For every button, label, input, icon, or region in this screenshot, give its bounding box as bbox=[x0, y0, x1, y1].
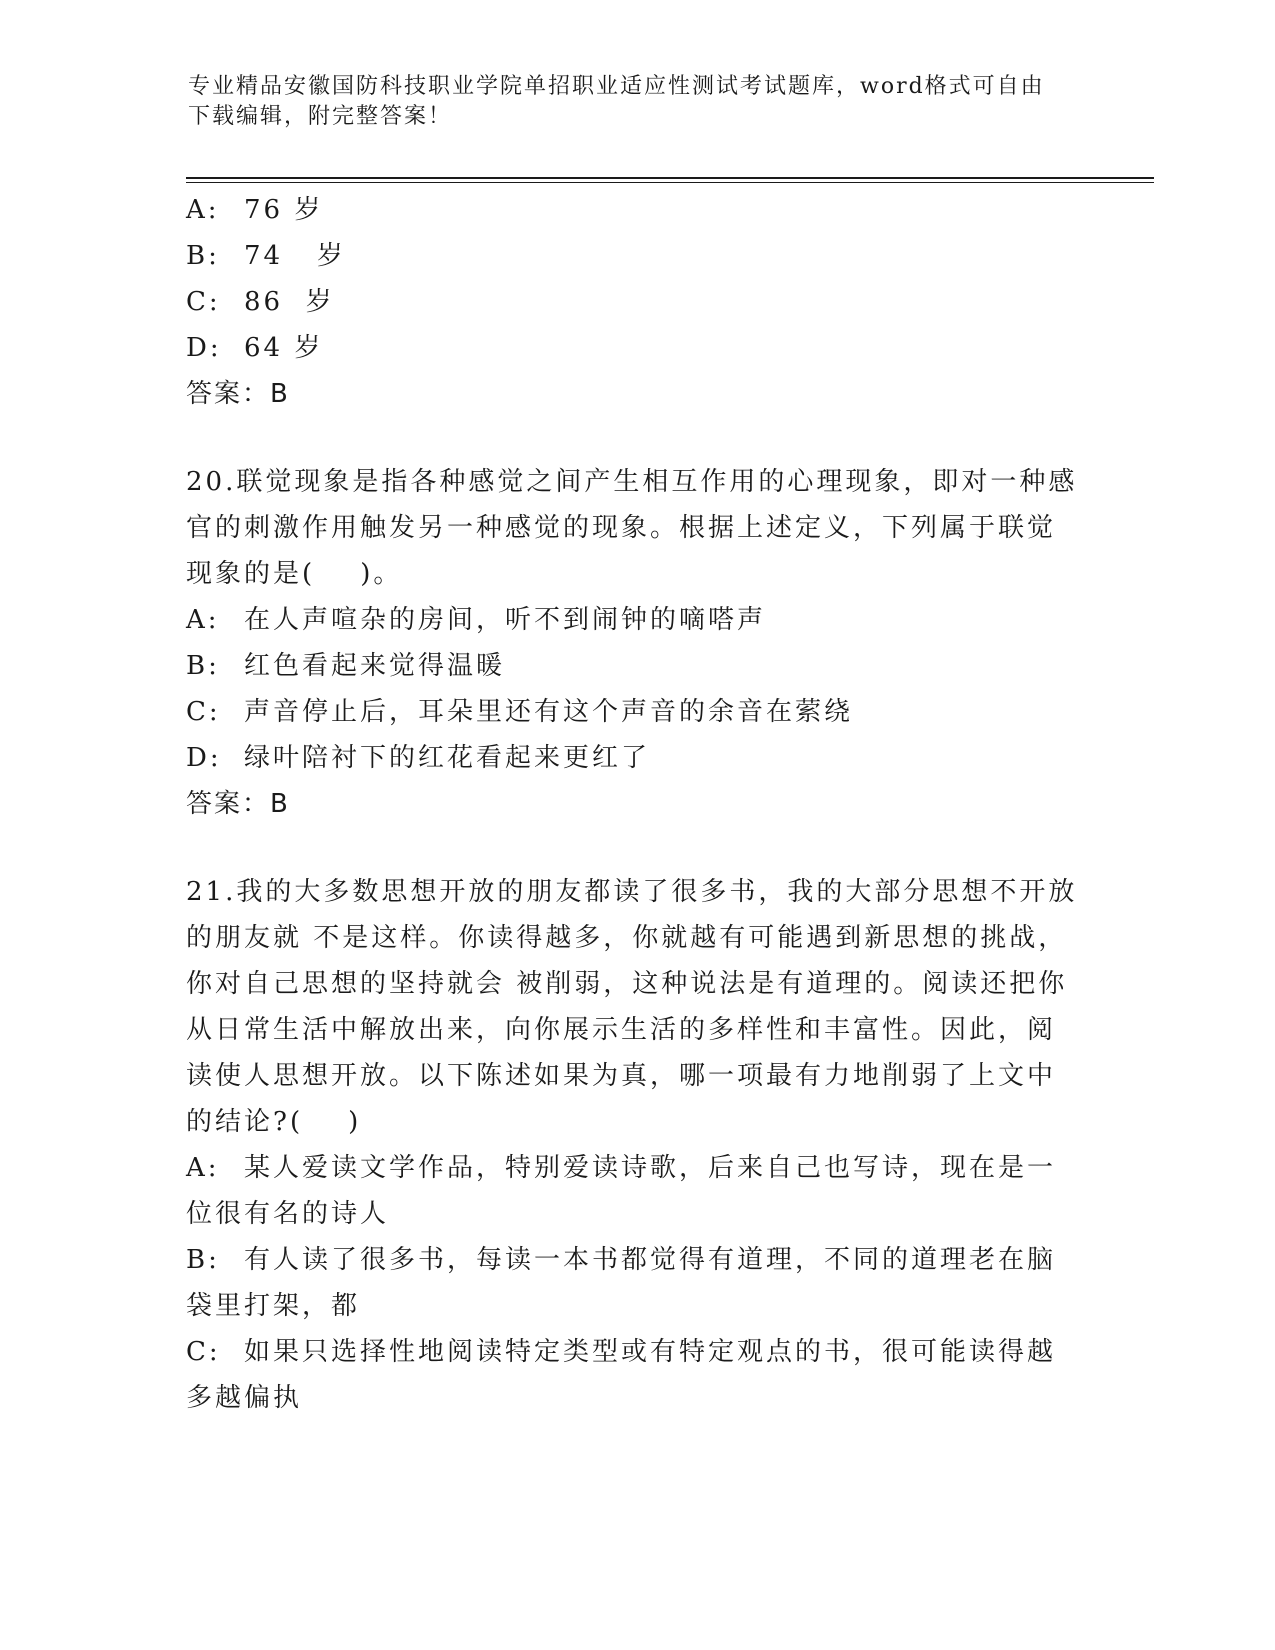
option-d: D: 64 岁 bbox=[186, 333, 324, 363]
option-c: C: 86 岁 bbox=[186, 287, 335, 317]
option-a: A: 在人声喧杂的房间，听不到闹钟的嘀嗒声 bbox=[186, 605, 767, 635]
header-line-2: 下载编辑，附完整答案！ bbox=[188, 104, 453, 129]
option-b: B: 红色看起来觉得温暖 bbox=[186, 651, 506, 681]
page-header bbox=[188, 72, 1068, 132]
option-b-continued: 袋里打架，都 bbox=[186, 1291, 361, 1321]
answer-19: 答案：B bbox=[186, 379, 290, 409]
option-a-continued: 位很有名的诗人 bbox=[186, 1199, 390, 1229]
question-21-line-2: 的朋友就 不是这样。你读得越多，你就越有可能遇到新思想的挑战， bbox=[186, 923, 1068, 953]
question-21-line-6: 的结论?( ) bbox=[186, 1107, 362, 1137]
header-divider-thick bbox=[186, 177, 1154, 179]
question-20-line-2: 官的刺激作用触发另一种感觉的现象。根据上述定义，下列属于联觉 bbox=[186, 513, 1057, 543]
question-20-line-1: 20.联觉现象是指各种感觉之间产生相互作用的心理现象，即对一种感 bbox=[186, 467, 1078, 497]
question-19-options bbox=[186, 187, 1086, 417]
option-c: C: 声音停止后，耳朵里还有这个声音的余音在萦绕 bbox=[186, 697, 854, 727]
header-line-1: 专业精品安徽国防科技职业学院单招职业适应性测试考试题库，word格式可自由 bbox=[188, 74, 1045, 99]
question-21-line-5: 读使人思想开放。以下陈述如果为真，哪一项最有力地削弱了上文中 bbox=[186, 1061, 1057, 1091]
option-c: C: 如果只选择性地阅读特定类型或有特定观点的书，很可能读得越 bbox=[186, 1337, 1057, 1367]
question-content bbox=[186, 187, 1086, 1421]
question-20-line-3: 现象的是( )。 bbox=[186, 559, 403, 589]
option-a: A: 76 岁 bbox=[186, 195, 324, 225]
question-21-line-3: 你对自己思想的坚持就会 被削弱，这种说法是有道理的。阅读还把你 bbox=[186, 969, 1068, 999]
option-b: B: 有人读了很多书，每读一本书都觉得有道理，不同的道理老在脑 bbox=[186, 1245, 1057, 1275]
option-a: A: 某人爱读文学作品，特别爱读诗歌，后来自己也写诗，现在是一 bbox=[186, 1153, 1057, 1183]
question-21-line-4: 从日常生活中解放出来，向你展示生活的多样性和丰富性。因此，阅 bbox=[186, 1015, 1057, 1045]
header-divider-thin bbox=[186, 182, 1154, 183]
option-c-continued: 多越偏执 bbox=[186, 1383, 303, 1413]
question-20 bbox=[186, 459, 1086, 827]
question-21-line-1: 21.我的大多数思想开放的朋友都读了很多书，我的大部分思想不开放 bbox=[186, 877, 1078, 907]
option-b: B: 74 岁 bbox=[186, 241, 346, 271]
answer-20: 答案：B bbox=[186, 789, 290, 819]
option-d: D: 绿叶陪衬下的红花看起来更红了 bbox=[186, 743, 651, 773]
question-21 bbox=[186, 869, 1086, 1421]
